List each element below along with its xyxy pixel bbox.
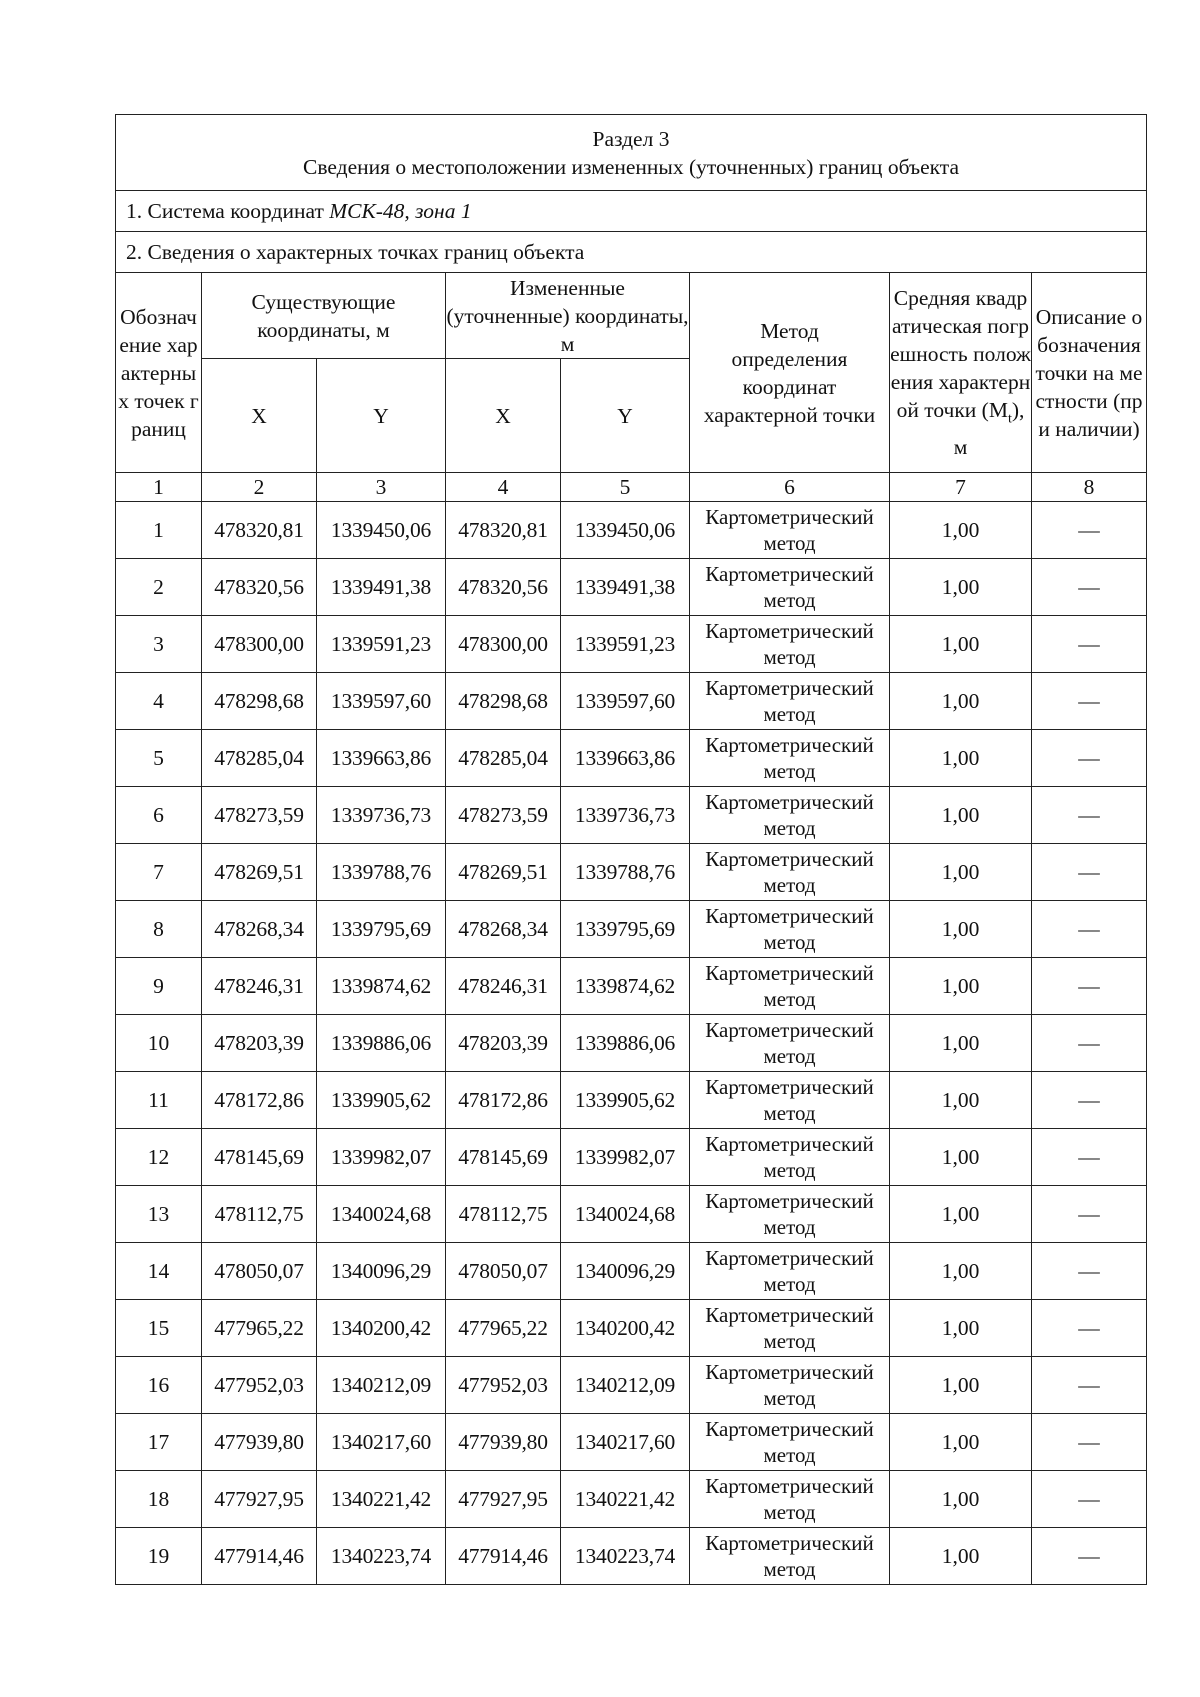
cell-point-id: 13	[116, 1186, 202, 1243]
cell-point-id: 14	[116, 1243, 202, 1300]
cell-description: —	[1032, 730, 1147, 787]
cell-x-existing: 478050,07	[202, 1243, 317, 1300]
header-existing: Существующие координаты, м	[202, 273, 446, 359]
cell-y-existing: 1339788,76	[317, 844, 446, 901]
table-row	[116, 787, 1147, 844]
cell-method: Картометрический метод	[690, 616, 890, 673]
table-row	[116, 1015, 1147, 1072]
table-row	[116, 1129, 1147, 1186]
cell-y-existing: 1340217,60	[317, 1414, 446, 1471]
cell-method: Картометрический метод	[690, 1528, 890, 1585]
cell-x-existing: 478320,81	[202, 502, 317, 559]
cell-x-changed: 478050,07	[446, 1243, 561, 1300]
cell-description: —	[1032, 1186, 1147, 1243]
cell-y-existing: 1339450,06	[317, 502, 446, 559]
col-number: 5	[561, 473, 690, 502]
header-x-changed: X	[446, 359, 561, 473]
cell-method: Картометрический метод	[690, 1414, 890, 1471]
coord-system-label: 1. Система координат	[126, 199, 324, 223]
header-y-changed: Y	[561, 359, 690, 473]
table-row	[116, 1357, 1147, 1414]
cell-y-existing: 1340024,68	[317, 1186, 446, 1243]
cell-point-id: 6	[116, 787, 202, 844]
cell-y-existing: 1339905,62	[317, 1072, 446, 1129]
section-subtitle: Сведения о местоположении измененных (уточненных) границ объекта	[303, 154, 959, 179]
cell-description: —	[1032, 1300, 1147, 1357]
cell-x-existing: 478285,04	[202, 730, 317, 787]
cell-y-existing: 1339886,06	[317, 1015, 446, 1072]
cell-x-changed: 477939,80	[446, 1414, 561, 1471]
cell-y-existing: 1339736,73	[317, 787, 446, 844]
cell-description: —	[1032, 559, 1147, 616]
col-number: 2	[202, 473, 317, 502]
cell-point-id: 12	[116, 1129, 202, 1186]
cell-x-existing: 478246,31	[202, 958, 317, 1015]
cell-x-existing: 478172,86	[202, 1072, 317, 1129]
cell-x-changed: 478268,34	[446, 901, 561, 958]
cell-accuracy: 1,00	[890, 673, 1032, 730]
coord-system-value: МСК-48, зона 1	[329, 199, 472, 223]
cell-description: —	[1032, 958, 1147, 1015]
cell-x-changed: 478246,31	[446, 958, 561, 1015]
cell-x-changed: 478298,68	[446, 673, 561, 730]
header-accuracy-text: Средняя квадратическая погрешность положения характерной точки (M	[890, 285, 1031, 422]
cell-description: —	[1032, 1072, 1147, 1129]
cell-y-changed: 1340221,42	[561, 1471, 690, 1528]
col-number: 1	[116, 473, 202, 502]
header-y-existing: Y	[317, 359, 446, 473]
header-row-1	[116, 273, 1147, 359]
cell-x-existing: 477965,22	[202, 1300, 317, 1357]
cell-accuracy: 1,00	[890, 1129, 1032, 1186]
cell-x-changed: 478145,69	[446, 1129, 561, 1186]
header-description: Описание обозначения точки на местности (при наличии)	[1032, 273, 1147, 473]
cell-accuracy: 1,00	[890, 844, 1032, 901]
cell-y-changed: 1339905,62	[561, 1072, 690, 1129]
cell-x-changed: 477965,22	[446, 1300, 561, 1357]
cell-description: —	[1032, 616, 1147, 673]
cell-y-changed: 1339450,06	[561, 502, 690, 559]
cell-method: Картометрический метод	[690, 1243, 890, 1300]
table-row	[116, 1528, 1147, 1585]
column-number-row	[116, 473, 1147, 502]
cell-x-existing: 478112,75	[202, 1186, 317, 1243]
cell-method: Картометрический метод	[690, 958, 890, 1015]
cell-accuracy: 1,00	[890, 1414, 1032, 1471]
table-row	[116, 1300, 1147, 1357]
cell-point-id: 4	[116, 673, 202, 730]
table-row	[116, 673, 1147, 730]
cell-x-changed: 478285,04	[446, 730, 561, 787]
cell-x-changed: 478269,51	[446, 844, 561, 901]
header-changed: Измененные (уточненные) координаты, м	[446, 273, 690, 359]
cell-x-changed: 477927,95	[446, 1471, 561, 1528]
cell-x-existing: 478268,34	[202, 901, 317, 958]
cell-y-existing: 1340096,29	[317, 1243, 446, 1300]
table-row	[116, 1072, 1147, 1129]
cell-description: —	[1032, 787, 1147, 844]
cell-y-existing: 1339597,60	[317, 673, 446, 730]
cell-x-changed: 478320,81	[446, 502, 561, 559]
cell-y-existing: 1339591,23	[317, 616, 446, 673]
cell-point-id: 17	[116, 1414, 202, 1471]
coordinates-table	[115, 114, 1147, 1585]
coord-system	[116, 191, 1147, 232]
cell-description: —	[1032, 502, 1147, 559]
table-row	[116, 1471, 1147, 1528]
header-accuracy-unit: ), м	[953, 397, 1025, 460]
cell-y-changed: 1339663,86	[561, 730, 690, 787]
cell-y-changed: 1339886,06	[561, 1015, 690, 1072]
cell-point-id: 18	[116, 1471, 202, 1528]
cell-accuracy: 1,00	[890, 787, 1032, 844]
table-row	[116, 1243, 1147, 1300]
cell-point-id: 3	[116, 616, 202, 673]
cell-x-changed: 478273,59	[446, 787, 561, 844]
cell-description: —	[1032, 1243, 1147, 1300]
cell-y-existing: 1339795,69	[317, 901, 446, 958]
col-number: 7	[890, 473, 1032, 502]
cell-y-changed: 1339597,60	[561, 673, 690, 730]
cell-method: Картометрический метод	[690, 787, 890, 844]
cell-y-changed: 1339788,76	[561, 844, 690, 901]
cell-description: —	[1032, 901, 1147, 958]
table-row	[116, 1186, 1147, 1243]
cell-y-changed: 1340223,74	[561, 1528, 690, 1585]
cell-x-changed: 478172,86	[446, 1072, 561, 1129]
cell-x-changed: 478300,00	[446, 616, 561, 673]
cell-x-existing: 478298,68	[202, 673, 317, 730]
cell-point-id: 5	[116, 730, 202, 787]
coord-system-row	[116, 191, 1147, 232]
cell-method: Картометрический метод	[690, 1300, 890, 1357]
cell-x-existing: 478300,00	[202, 616, 317, 673]
table-row	[116, 730, 1147, 787]
cell-x-existing: 478145,69	[202, 1129, 317, 1186]
cell-x-existing: 478203,39	[202, 1015, 317, 1072]
cell-method: Картометрический метод	[690, 844, 890, 901]
col-number: 8	[1032, 473, 1147, 502]
cell-point-id: 10	[116, 1015, 202, 1072]
cell-x-existing: 477927,95	[202, 1471, 317, 1528]
cell-method: Картометрический метод	[690, 673, 890, 730]
cell-method: Картометрический метод	[690, 1129, 890, 1186]
cell-point-id: 1	[116, 502, 202, 559]
cell-y-existing: 1339874,62	[317, 958, 446, 1015]
header-x-existing: X	[202, 359, 317, 473]
cell-method: Картометрический метод	[690, 502, 890, 559]
cell-accuracy: 1,00	[890, 1357, 1032, 1414]
cell-point-id: 2	[116, 559, 202, 616]
cell-x-existing: 478269,51	[202, 844, 317, 901]
cell-point-id: 15	[116, 1300, 202, 1357]
cell-method: Картометрический метод	[690, 559, 890, 616]
cell-description: —	[1032, 1357, 1147, 1414]
cell-description: —	[1032, 844, 1147, 901]
cell-y-changed: 1339795,69	[561, 901, 690, 958]
cell-method: Картометрический метод	[690, 1015, 890, 1072]
header-point-id: Обозначение характерных точек границ	[116, 273, 202, 473]
cell-method: Картометрический метод	[690, 1186, 890, 1243]
cell-y-existing: 1340223,74	[317, 1528, 446, 1585]
table-row	[116, 901, 1147, 958]
cell-y-changed: 1340200,42	[561, 1300, 690, 1357]
cell-accuracy: 1,00	[890, 901, 1032, 958]
cell-method: Картометрический метод	[690, 1072, 890, 1129]
cell-description: —	[1032, 673, 1147, 730]
cell-x-changed: 478320,56	[446, 559, 561, 616]
section-header	[116, 115, 1147, 191]
cell-y-changed: 1340217,60	[561, 1414, 690, 1471]
cell-y-existing: 1340221,42	[317, 1471, 446, 1528]
cell-y-changed: 1340096,29	[561, 1243, 690, 1300]
cell-x-changed: 477914,46	[446, 1528, 561, 1585]
cell-y-changed: 1339874,62	[561, 958, 690, 1015]
cell-accuracy: 1,00	[890, 730, 1032, 787]
cell-method: Картометрический метод	[690, 901, 890, 958]
cell-accuracy: 1,00	[890, 1243, 1032, 1300]
cell-description: —	[1032, 1528, 1147, 1585]
points-heading: 2. Сведения о характерных точках границ объекта	[116, 232, 1147, 273]
cell-y-changed: 1340212,09	[561, 1357, 690, 1414]
header-accuracy-sub: t	[1007, 411, 1012, 427]
cell-y-changed: 1339591,23	[561, 616, 690, 673]
cell-point-id: 19	[116, 1528, 202, 1585]
cell-accuracy: 1,00	[890, 1471, 1032, 1528]
table-row	[116, 958, 1147, 1015]
table-row	[116, 559, 1147, 616]
cell-accuracy: 1,00	[890, 1300, 1032, 1357]
cell-point-id: 11	[116, 1072, 202, 1129]
cell-accuracy: 1,00	[890, 1015, 1032, 1072]
col-number: 6	[690, 473, 890, 502]
cell-accuracy: 1,00	[890, 1072, 1032, 1129]
cell-point-id: 8	[116, 901, 202, 958]
cell-point-id: 7	[116, 844, 202, 901]
cell-x-existing: 477914,46	[202, 1528, 317, 1585]
points-heading-row	[116, 232, 1147, 273]
cell-description: —	[1032, 1471, 1147, 1528]
cell-y-existing: 1339491,38	[317, 559, 446, 616]
cell-y-changed: 1339736,73	[561, 787, 690, 844]
cell-x-changed: 478112,75	[446, 1186, 561, 1243]
header-method: Метод определения координат характерной точки	[690, 273, 890, 473]
cell-x-existing: 477952,03	[202, 1357, 317, 1414]
cell-accuracy: 1,00	[890, 1186, 1032, 1243]
cell-y-existing: 1340212,09	[317, 1357, 446, 1414]
cell-method: Картометрический метод	[690, 1357, 890, 1414]
cell-method: Картометрический метод	[690, 730, 890, 787]
cell-method: Картометрический метод	[690, 1471, 890, 1528]
cell-y-existing: 1340200,42	[317, 1300, 446, 1357]
section-title: Раздел 3	[592, 126, 670, 151]
table-row	[116, 616, 1147, 673]
cell-y-changed: 1339982,07	[561, 1129, 690, 1186]
cell-description: —	[1032, 1015, 1147, 1072]
cell-accuracy: 1,00	[890, 1528, 1032, 1585]
cell-x-changed: 478203,39	[446, 1015, 561, 1072]
cell-y-changed: 1340024,68	[561, 1186, 690, 1243]
cell-y-existing: 1339663,86	[317, 730, 446, 787]
col-number: 4	[446, 473, 561, 502]
header-accuracy	[890, 273, 1032, 473]
cell-x-changed: 477952,03	[446, 1357, 561, 1414]
cell-accuracy: 1,00	[890, 958, 1032, 1015]
cell-x-existing: 478273,59	[202, 787, 317, 844]
cell-description: —	[1032, 1414, 1147, 1471]
section-header-row	[116, 115, 1147, 191]
cell-y-existing: 1339982,07	[317, 1129, 446, 1186]
col-number: 3	[317, 473, 446, 502]
cell-point-id: 16	[116, 1357, 202, 1414]
cell-accuracy: 1,00	[890, 616, 1032, 673]
cell-y-changed: 1339491,38	[561, 559, 690, 616]
cell-accuracy: 1,00	[890, 502, 1032, 559]
cell-point-id: 9	[116, 958, 202, 1015]
cell-description: —	[1032, 1129, 1147, 1186]
cell-x-existing: 477939,80	[202, 1414, 317, 1471]
cell-accuracy: 1,00	[890, 559, 1032, 616]
table-row	[116, 502, 1147, 559]
cell-x-existing: 478320,56	[202, 559, 317, 616]
table-row	[116, 844, 1147, 901]
table-row	[116, 1414, 1147, 1471]
